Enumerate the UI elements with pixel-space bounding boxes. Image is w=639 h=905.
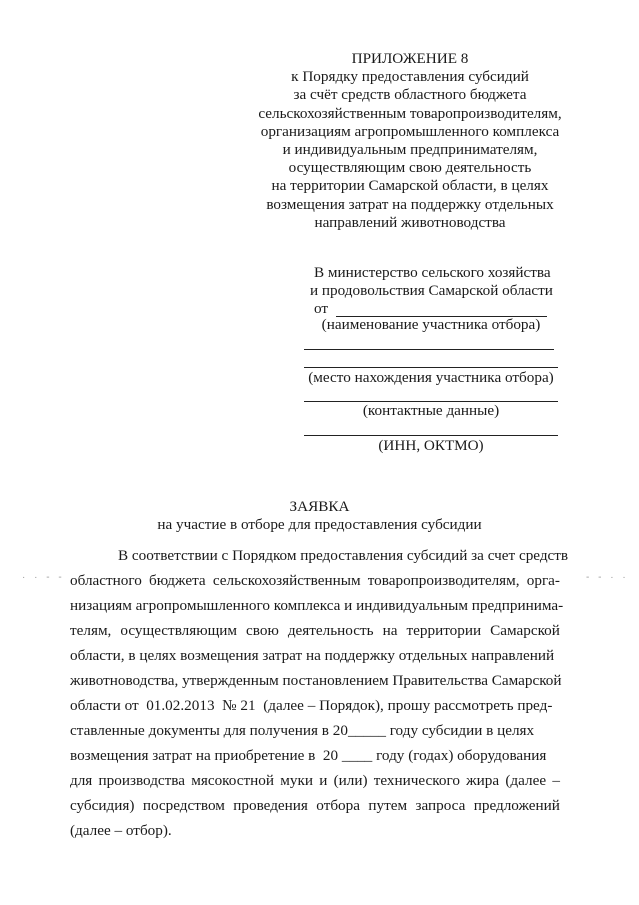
addressee-ministry: В министерство сельского хозяйства <box>314 264 551 281</box>
appendix-line: к Порядку предоставления субсидий <box>291 68 529 86</box>
body-text-segment: производства <box>98 772 186 789</box>
body-line <box>70 643 560 668</box>
body-line <box>70 693 560 718</box>
appendix-header <box>240 50 580 232</box>
body-line <box>70 818 560 843</box>
body-text-segment: областного <box>70 572 142 589</box>
appendix-title: ПРИЛОЖЕНИЕ 8 <box>351 50 469 67</box>
body-text-segment: путем <box>368 797 408 814</box>
addressee-ministry-cont: и продовольствия Самарской области <box>310 282 553 299</box>
appendix-line: осуществляющим свою деятельность <box>288 159 532 177</box>
body-text-segment: (далее <box>505 772 547 789</box>
body-text-segment: товаропроизводителям, <box>367 572 520 589</box>
body-text-segment: технического <box>373 772 460 789</box>
body-line <box>70 743 560 768</box>
name-field-line-2[interactable] <box>304 349 554 350</box>
caption-participant-location: (место нахождения участника отбора) <box>308 369 554 386</box>
body-text-segment: телям, <box>70 622 112 639</box>
body-text-segment: мясокостной <box>191 772 274 789</box>
body-text-segment: на <box>382 622 398 639</box>
caption-inn-oktmo: (ИНН, ОКТМО) <box>378 437 484 454</box>
body-text-segment: жира <box>466 772 500 789</box>
body-text-segment: (или) <box>333 772 368 789</box>
body-text-segment: отбора <box>316 797 360 814</box>
body-line <box>70 618 560 643</box>
body-text-segment: возмещения затрат на приобретение в 20 ____ году (годах) оборудования <box>70 747 547 764</box>
body-text-segment: сельскохозяйственным <box>212 572 361 589</box>
body-text-segment: запроса <box>415 797 466 814</box>
inn-field-line[interactable] <box>304 435 558 436</box>
body-text-segment: проведения <box>233 797 308 814</box>
body-text-segment: В соответствии с Порядком предоставления субсидий за счет средств <box>118 547 569 564</box>
body-text-segment: области от 01.02.2013 № 21 (далее – Порядок), прошу рассмотреть пред- <box>70 697 553 714</box>
body-text-segment: – <box>552 772 560 789</box>
caption-participant-name: (наименование участника отбора) <box>321 316 541 333</box>
body-text-segment: свою <box>246 622 279 639</box>
location-field-line[interactable] <box>304 367 558 368</box>
appendix-line: сельскохозяйственным товаропроизводителям, <box>258 104 562 122</box>
appendix-line: направлений животноводства <box>314 213 506 231</box>
scan-marks-left: · · - - <box>22 572 65 583</box>
body-text-segment: территории <box>406 622 482 639</box>
body-line <box>70 568 560 593</box>
application-body <box>70 543 569 843</box>
appendix-line: возмещения затрат на поддержку отдельных <box>266 195 554 213</box>
appendix-line: за счёт средств областного бюджета <box>293 86 527 104</box>
appendix-line: организациям агропромышленного комплекса <box>260 122 560 140</box>
body-text-segment: бюджета <box>149 572 206 589</box>
body-text-segment: осуществляющим <box>120 622 238 639</box>
appendix-line: на территории Самарской области, в целях <box>271 177 549 195</box>
body-text-segment: деятельность <box>287 622 374 639</box>
body-line <box>70 668 560 693</box>
body-line <box>70 593 564 618</box>
body-text-segment: и <box>319 772 328 789</box>
body-text-segment: для <box>70 772 93 789</box>
appendix-line: и индивидуальным предпринимателям, <box>282 141 538 159</box>
body-text-segment: (далее – отбор). <box>70 822 172 839</box>
scan-marks-right: - - · · <box>586 572 629 583</box>
body-text-segment: муки <box>280 772 313 789</box>
body-text-segment: низациям агропромышленного комплекса и индивидуальным предпринима- <box>70 597 564 614</box>
document-subtitle: на участие в отборе для предоставления субсидии <box>157 516 482 533</box>
document-title: ЗАЯВКА <box>289 498 350 515</box>
body-text-segment: посредством <box>142 797 225 814</box>
body-line <box>70 793 560 818</box>
body-line <box>70 718 560 743</box>
body-text-segment: области, в целях возмещения затрат на поддержку отдельных направлений <box>70 647 555 664</box>
body-text-segment: Самарской <box>490 622 560 639</box>
body-text-segment: ставленные документы для получения в 20_____ году субсидии в целях <box>70 722 535 739</box>
body-text-segment: субсидия) <box>70 797 135 814</box>
caption-contacts: (контактные данные) <box>362 402 500 419</box>
body-text-segment: предложений <box>473 797 560 814</box>
body-text-segment: орга- <box>526 572 560 589</box>
from-label: от <box>314 300 329 317</box>
body-line <box>70 543 569 568</box>
body-text-segment: животноводства, утвержденным постановлением Правительства Самарской <box>70 672 562 689</box>
body-line <box>70 768 560 793</box>
